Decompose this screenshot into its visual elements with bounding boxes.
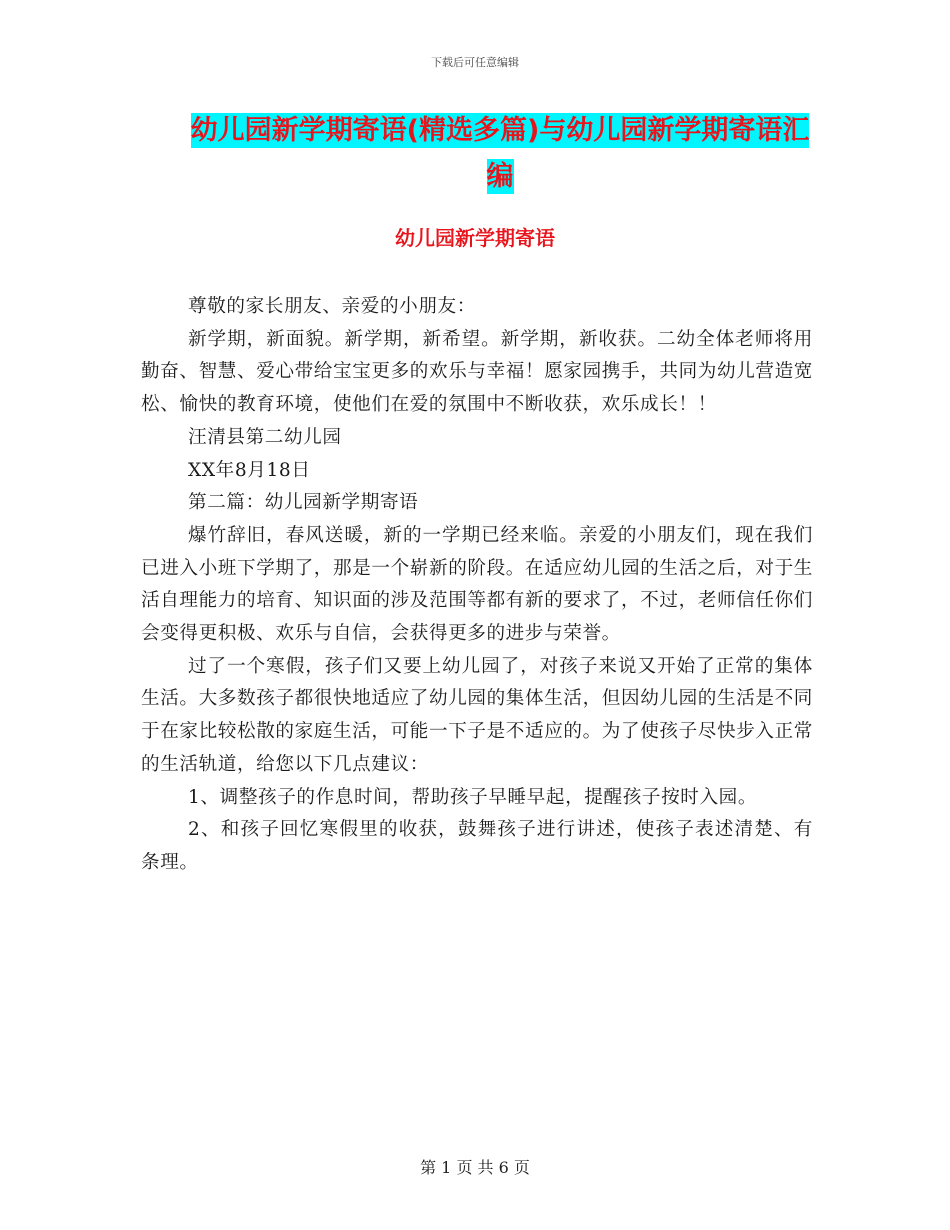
document-title-text: 幼儿园新学期寄语(精选多篇)与幼儿园新学期寄语汇编 <box>190 115 810 192</box>
header-note: 下载后可任意编辑 <box>431 56 519 69</box>
page-footer: 第 1 页 共 6 页 <box>420 1158 530 1177</box>
suggestion-item: 2、和孩子回忆寒假里的收获，鼓舞孩子进行讲述，使孩子表述清楚、有条理。 <box>141 819 813 873</box>
signature-date: XX年8月18日 <box>188 459 311 481</box>
section-heading: 第二篇：幼儿园新学期寄语 <box>188 492 419 514</box>
document-title <box>180 108 820 200</box>
signature-org: 汪清县第二幼儿园 <box>188 426 342 448</box>
suggestion-item: 1、调整孩子的作息时间，帮助孩子早睡早起，提醒孩子按时入园。 <box>188 786 758 808</box>
body-paragraph: 爆竹辞旧，春风送暖，新的一学期已经来临。亲爱的小朋友们，现在我们已进入小班下学期了，那是一个崭新的阶段。在适应幼儿园的生活之后，对于生活自理能力的培育、知识面的涉及范围等都有新的要求了，不过，老师信任你们会变得更积极、欢乐与自信，会获得更多的进步与荣誉。 <box>141 524 813 645</box>
body-paragraph: 新学期，新面貌。新学期，新希望。新学期，新收获。二幼全体老师将用勤奋、智慧、爱心带给宝宝更多的欢乐与幸福！愿家园携手，共同为幼儿营造宽松、愉快的教育环境，使他们在爱的氛围中不断收获，欢乐成长！！ <box>141 328 813 416</box>
body-paragraph: 过了一个寒假，孩子们又要上幼儿园了，对孩子来说又开始了正常的集体生活。大多数孩子都很快地适应了幼儿园的集体生活，但因幼儿园的生活是不同于在家比较松散的家庭生活，可能一下子是不适应的。为了使孩子尽快步入正常的生活轨道，给您以下几点建议： <box>141 655 813 775</box>
document-body <box>141 291 813 880</box>
section-title: 幼儿园新学期寄语 <box>395 226 555 250</box>
salutation: 尊敬的家长朋友、亲爱的小朋友： <box>188 296 476 317</box>
